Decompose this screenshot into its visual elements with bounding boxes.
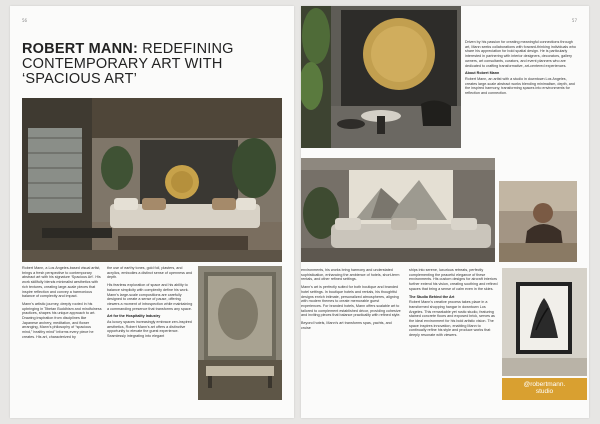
section-heading: The Studio Behind the Art <box>409 294 455 299</box>
body-column-2 <box>409 268 499 341</box>
paragraph: ships into serene, luxurious retreats, perfectly complementing the peaceful elegance of these environments. His custom designs for aircraft interiors further extend his vision, creating soothing and refined spaces that bring a sense of calm even in the skies. <box>409 268 498 291</box>
paragraph: Robert Mann’s creative process takes place in a transformed shopping hangar in downtown Los Angeles. This remarkable yet rustic studio, featuring stained concrete floors and exposed brick, serves as the ideal environment for his bold artistic vision. The space inspires innovation, enabling Mann to continually refine his style and produce works that deeply resonate with viewers. <box>409 300 495 338</box>
body-column-1 <box>22 266 102 343</box>
section-heading: About Robert Mann <box>465 71 500 76</box>
artist-portrait-photo <box>499 181 577 262</box>
paragraph: Mann’s art is perfectly suited for both boutique and branded hotel settings. In boutique hotels and rentals, his thoughtful designs enrich intimate, personalized atmospheres, aligning with modern themes to create memorable guest experiences. For branded hotels, Mann offers scalable art to tailored to complement established décor, providing cohesive and inviting pieces that balance practicality with refined style. <box>301 285 401 318</box>
title-rest: REDEFINING CONTEMPORARY ART WITH ‘SPACIOUS ART’ <box>22 41 234 87</box>
right-page <box>301 6 589 418</box>
paragraph: His fearless exploration of space and his ability to balance simplicity with complexity define his work. Mann’s large-scale compositions are carefully designed to create a sense of pause, offering viewers a moment of introspection while maintaining a commanding presence that transforms any space. <box>107 283 193 311</box>
paragraph: Mann’s artistic journey, deeply rooted in his upbringing in Tibetan Buddhism and mindfulness practices, shapes his unique approach to art. Drawing inspiration from disciplines like Japanese archery, meditation, and flower arranging, Mann’s philosophy of “spacious mind,” healthy mind” informs every piece he creates. His art, characterized by <box>22 301 102 339</box>
sidebar-column <box>465 40 577 99</box>
title-bold: ROBERT MANN: <box>22 41 138 57</box>
paragraph: Beyond hotels, Mann’s art transforms spas, yachts, and cruise <box>301 321 392 330</box>
social-handle-badge[interactable] <box>502 378 587 400</box>
article-title <box>22 42 282 87</box>
framed-artwork-photo <box>502 268 587 376</box>
page-number: 57 <box>571 18 577 23</box>
section-heading: Art for the Hospitality Industry <box>107 314 161 319</box>
paragraph: As luxury spaces increasingly embrace zen-inspired aesthetics, Robert Mann’s art offers a distinctive opportunity to elevate the guest experience. Seamlessly integrating into elegant <box>107 320 192 339</box>
living-room-photo <box>22 98 282 262</box>
left-page <box>10 6 294 418</box>
body-column-2 <box>107 266 193 342</box>
paragraph: Robert Mann, a Los Angeles-based visual artist, brings a fresh perspective to contemporary abstract art with his signature ‘Spacious Art’. His work skillfully blends minimalist aesthetics with rich textures, creating large-scale pieces that inspire reflection and convey a harmonious balance of complexity and impact. <box>22 266 101 299</box>
artwork-bench-photo <box>198 266 282 400</box>
paragraph: the use of earthy tones, gold foil, plasters, and acrylics, embodies a distinct sense of openness and depth. <box>107 266 193 280</box>
body-column-1 <box>301 268 401 333</box>
paragraph: environments, his works bring harmony and understated sophistication, enhancing the ambience of hotels, short-term rentals, and other refined settings. <box>301 268 400 282</box>
paragraph: Driven by his passion for creating meaningful connections through art, Mann seeks collaborations with forward-thinking individuals who share his appreciation for bold spatial design. He is particularly interested in partnering with interior designers, decorators, gallery owners, art consultants, curators, and event planners who are dedicated to crafting transformative, art-centered experiences. <box>465 40 576 68</box>
page-number: 56 <box>22 18 28 23</box>
sofa-artwork-photo <box>301 158 495 262</box>
gold-circle-artwork-photo <box>301 6 461 148</box>
paragraph: Robert Mann, an artist with a studio in downtown Los Angeles, creates large-scale abstract works blending minimalism, depth, and the inspired harmony, transforming spaces into environments for reflection and connection. <box>465 76 575 96</box>
social-handle-text: @robertmann. studio <box>523 381 566 395</box>
